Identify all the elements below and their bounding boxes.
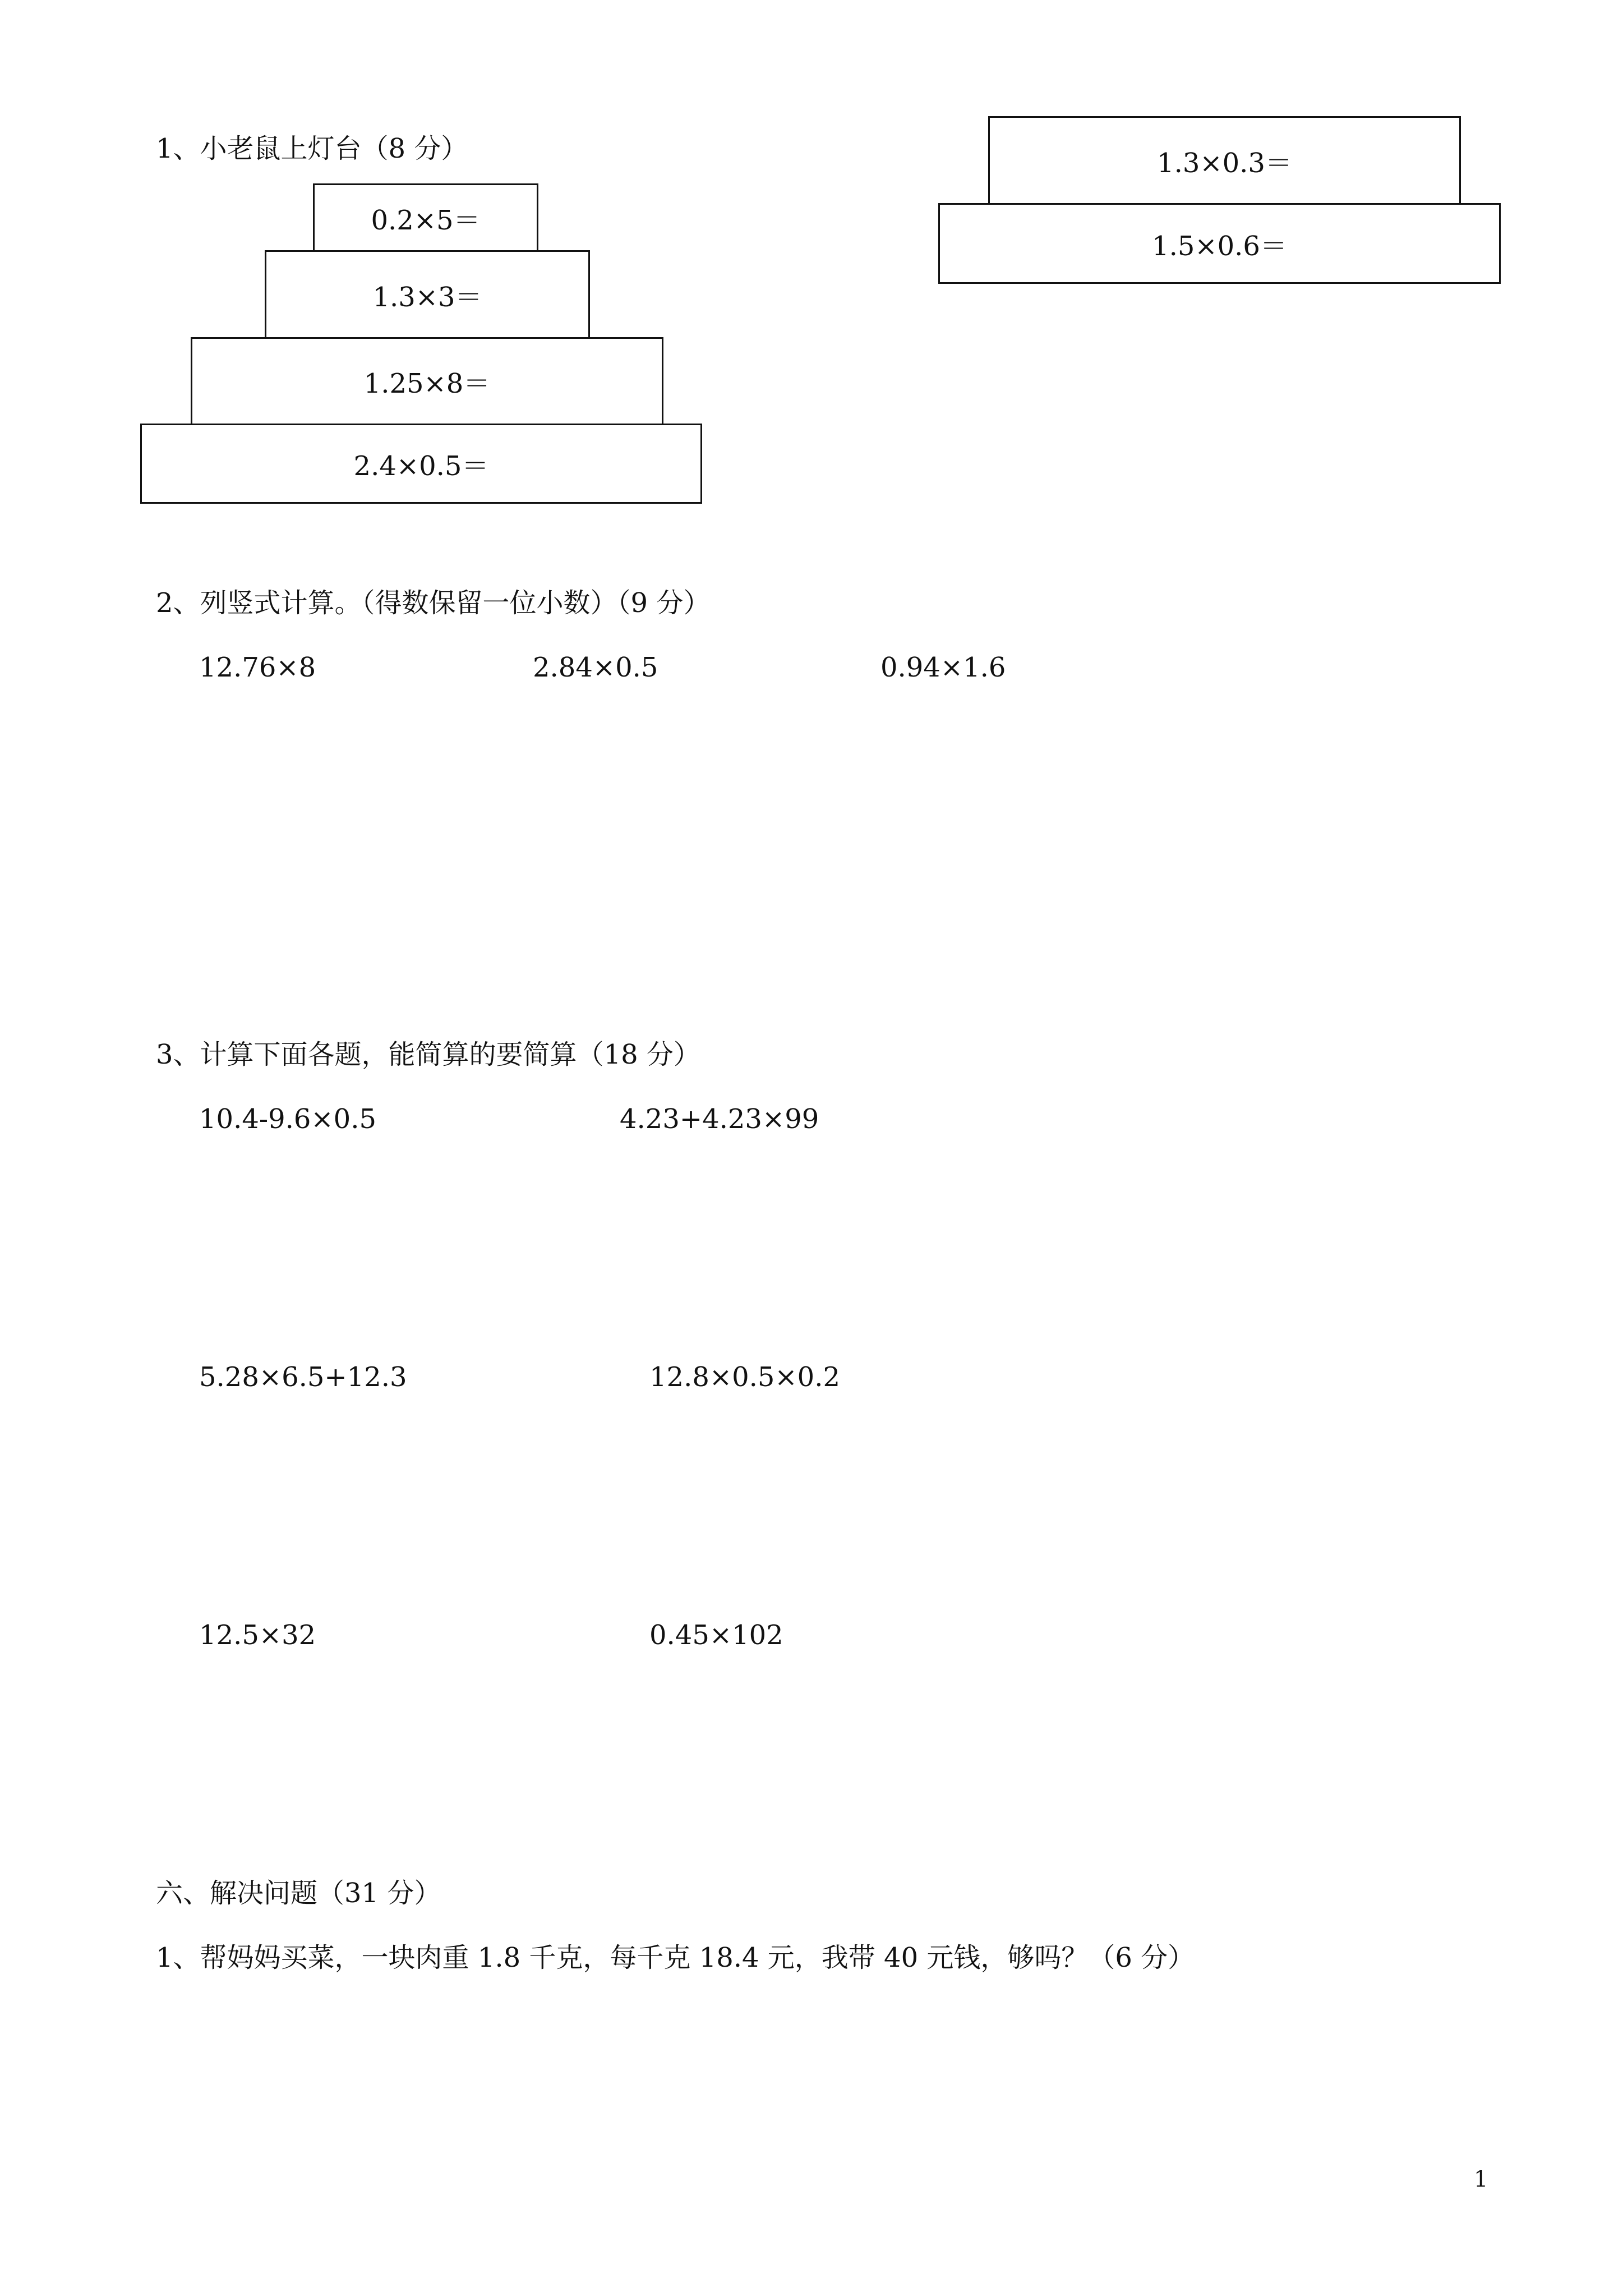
section6-title: 六、解决问题（31 分）	[156, 1878, 441, 1909]
page-number: 1	[1474, 2166, 1488, 2192]
calc-problem-6: 0.45×102	[649, 1619, 783, 1651]
calc-problem-1: 10.4-9.6×0.5	[199, 1103, 376, 1135]
stair-step-text: 1.3×0.3＝	[1157, 147, 1292, 179]
vertical-calc-problem-1: 12.76×8	[199, 652, 316, 683]
word-problem-1: 1、帮妈妈买菜，一块肉重 1.8 千克，每千克 18.4 元，我带 40 元钱，够吗？（6 分）	[156, 1942, 1195, 1973]
vertical-calc-problem-3: 0.94×1.6	[880, 652, 1006, 683]
right-stair-step-1	[988, 116, 1461, 205]
left-stair-step-3	[191, 337, 663, 425]
section2-title: 2、列竖式计算。（得数保留一位小数）（9 分）	[156, 587, 711, 619]
left-stair-step-4	[140, 424, 702, 504]
calc-problem-5: 12.5×32	[199, 1619, 316, 1651]
stair-step-text: 1.3×3＝	[372, 281, 482, 313]
section3-title: 3、计算下面各题，能简算的要简算（18 分）	[156, 1039, 700, 1070]
vertical-calc-problem-2: 2.84×0.5	[533, 652, 658, 683]
calc-problem-4: 12.8×0.5×0.2	[649, 1361, 840, 1393]
left-stair-step-2	[265, 250, 590, 339]
right-stair-step-2	[938, 203, 1501, 284]
section1-title: 1、小老鼠上灯台（8 分）	[156, 133, 468, 164]
calc-problem-2: 4.23+4.23×99	[620, 1103, 819, 1135]
left-stair-step-1	[313, 183, 538, 252]
stair-step-text: 1.25×8＝	[363, 368, 491, 399]
calc-problem-3: 5.28×6.5+12.3	[199, 1361, 407, 1393]
stair-step-text: 2.4×0.5＝	[353, 450, 489, 482]
stair-step-text: 1.5×0.6＝	[1152, 230, 1287, 262]
stair-step-text: 0.2×5＝	[371, 204, 481, 236]
